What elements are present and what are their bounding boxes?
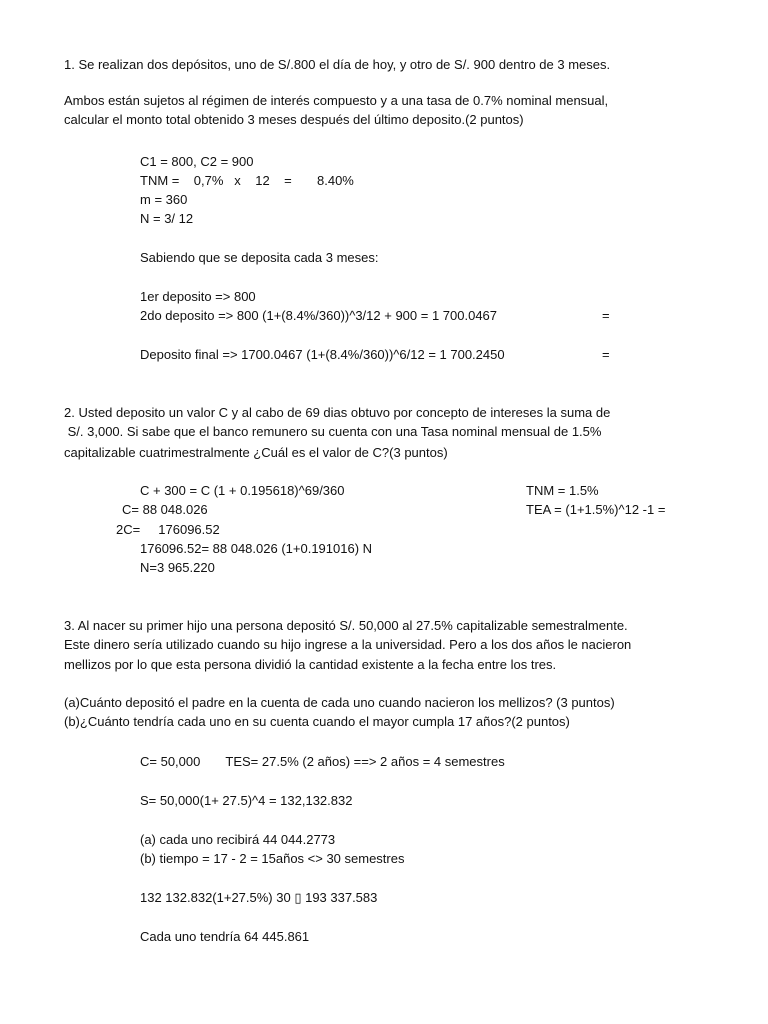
problem3-step2: S= 50,000(1+ 27.5)^4 = 132,132.832 — [140, 793, 353, 808]
problem2-calc2: C= 88 048.026 — [122, 502, 208, 517]
problem1-data-c: C1 = 800, C2 = 900 — [140, 154, 254, 169]
problem1-paragraph-line1: Ambos están sujetos al régimen de interés compuesto y a una tasa de 0.7% nominal mensual, — [64, 93, 609, 108]
problem1-statement: 1. Se realizan dos depósitos, uno de S/.800 el día de hoy, y otro de S/. 900 dentro de 3 meses. — [64, 57, 611, 72]
problem2-calc4: 176096.52= 88 048.026 (1+0.191016) N — [140, 541, 373, 556]
problem2-calc5: N=3 965.220 — [140, 560, 215, 575]
problem3-line2: Este dinero sería utilizado cuando su hijo ingrese a la universidad. Pero a los dos años le nacieron — [64, 637, 632, 652]
problem1-paragraph-line2: calcular el monto total obtenido 3 meses después del último deposito.(2 puntos) — [64, 112, 524, 127]
problem3-line3: mellizos por lo que esta persona dividió la cantidad existente a la fecha entre los tres. — [64, 657, 557, 672]
problem2-line2: S/. 3,000. Si sabe que el banco remunero su cuenta con una Tasa nominal mensual de 1.5% — [64, 424, 602, 439]
problem1-equals1: = — [602, 308, 610, 323]
problem3-result-b: (b) tiempo = 17 - 2 = 15años <> 30 semestres — [140, 851, 405, 866]
problem1-note: Sabiendo que se deposita cada 3 meses: — [140, 250, 379, 265]
problem1-data-m: m = 360 — [140, 192, 188, 207]
problem1-deposit2: 2do deposito => 800 (1+(8.4%/360))^3/12 + 900 = 1 700.0467 — [140, 308, 498, 323]
problem3-line1: 3. Al nacer su primer hijo una persona depositó S/. 50,000 al 27.5% capitalizable semestralmente. — [64, 618, 628, 633]
problem3-result-a: (a) cada uno recibirá 44 044.2773 — [140, 832, 336, 847]
problem3-question-b: (b)¿Cuánto tendría cada uno en su cuenta cuando el mayor cumpla 17 años?(2 puntos) — [64, 714, 570, 729]
problem1-deposit-final: Deposito final => 1700.0467 (1+(8.4%/360))^6/12 = 1 700.2450 — [140, 347, 505, 362]
problem1-equals2: = — [602, 347, 610, 362]
problem1-deposit1: 1er deposito => 800 — [140, 289, 256, 304]
problem2-calc1: C + 300 = C (1 + 0.195618)^69/360 — [140, 483, 345, 498]
problem3-result-final: Cada uno tendría 64 445.861 — [140, 929, 310, 944]
problem2-line3: capitalizable cuatrimestralmente ¿Cuál es el valor de C?(3 puntos) — [64, 445, 448, 460]
problem1-data-n: N = 3/ 12 — [140, 211, 194, 226]
problem2-line1: 2. Usted deposito un valor C y al cabo de 69 dias obtuvo por concepto de intereses la suma de — [64, 405, 611, 420]
problem1-data-tnm: TNM = 0,7% x 12 = 8.40% — [140, 173, 354, 188]
problem2-calc3: 2C= 176096.52 — [116, 522, 220, 537]
problem3-result-calc: 132 132.832(1+27.5%) 30 ▯ 193 337.583 — [140, 890, 378, 905]
problem2-tea: TEA = (1+1.5%)^12 -1 = — [526, 502, 666, 517]
problem3-step1: C= 50,000 TES= 27.5% (2 años) ==> 2 años = 4 semestres — [140, 754, 505, 769]
problem3-question-a: (a)Cuánto depositó el padre en la cuenta de cada uno cuando nacieron los mellizos? (3 puntos) — [64, 695, 615, 710]
problem2-tnm: TNM = 1.5% — [526, 483, 599, 498]
